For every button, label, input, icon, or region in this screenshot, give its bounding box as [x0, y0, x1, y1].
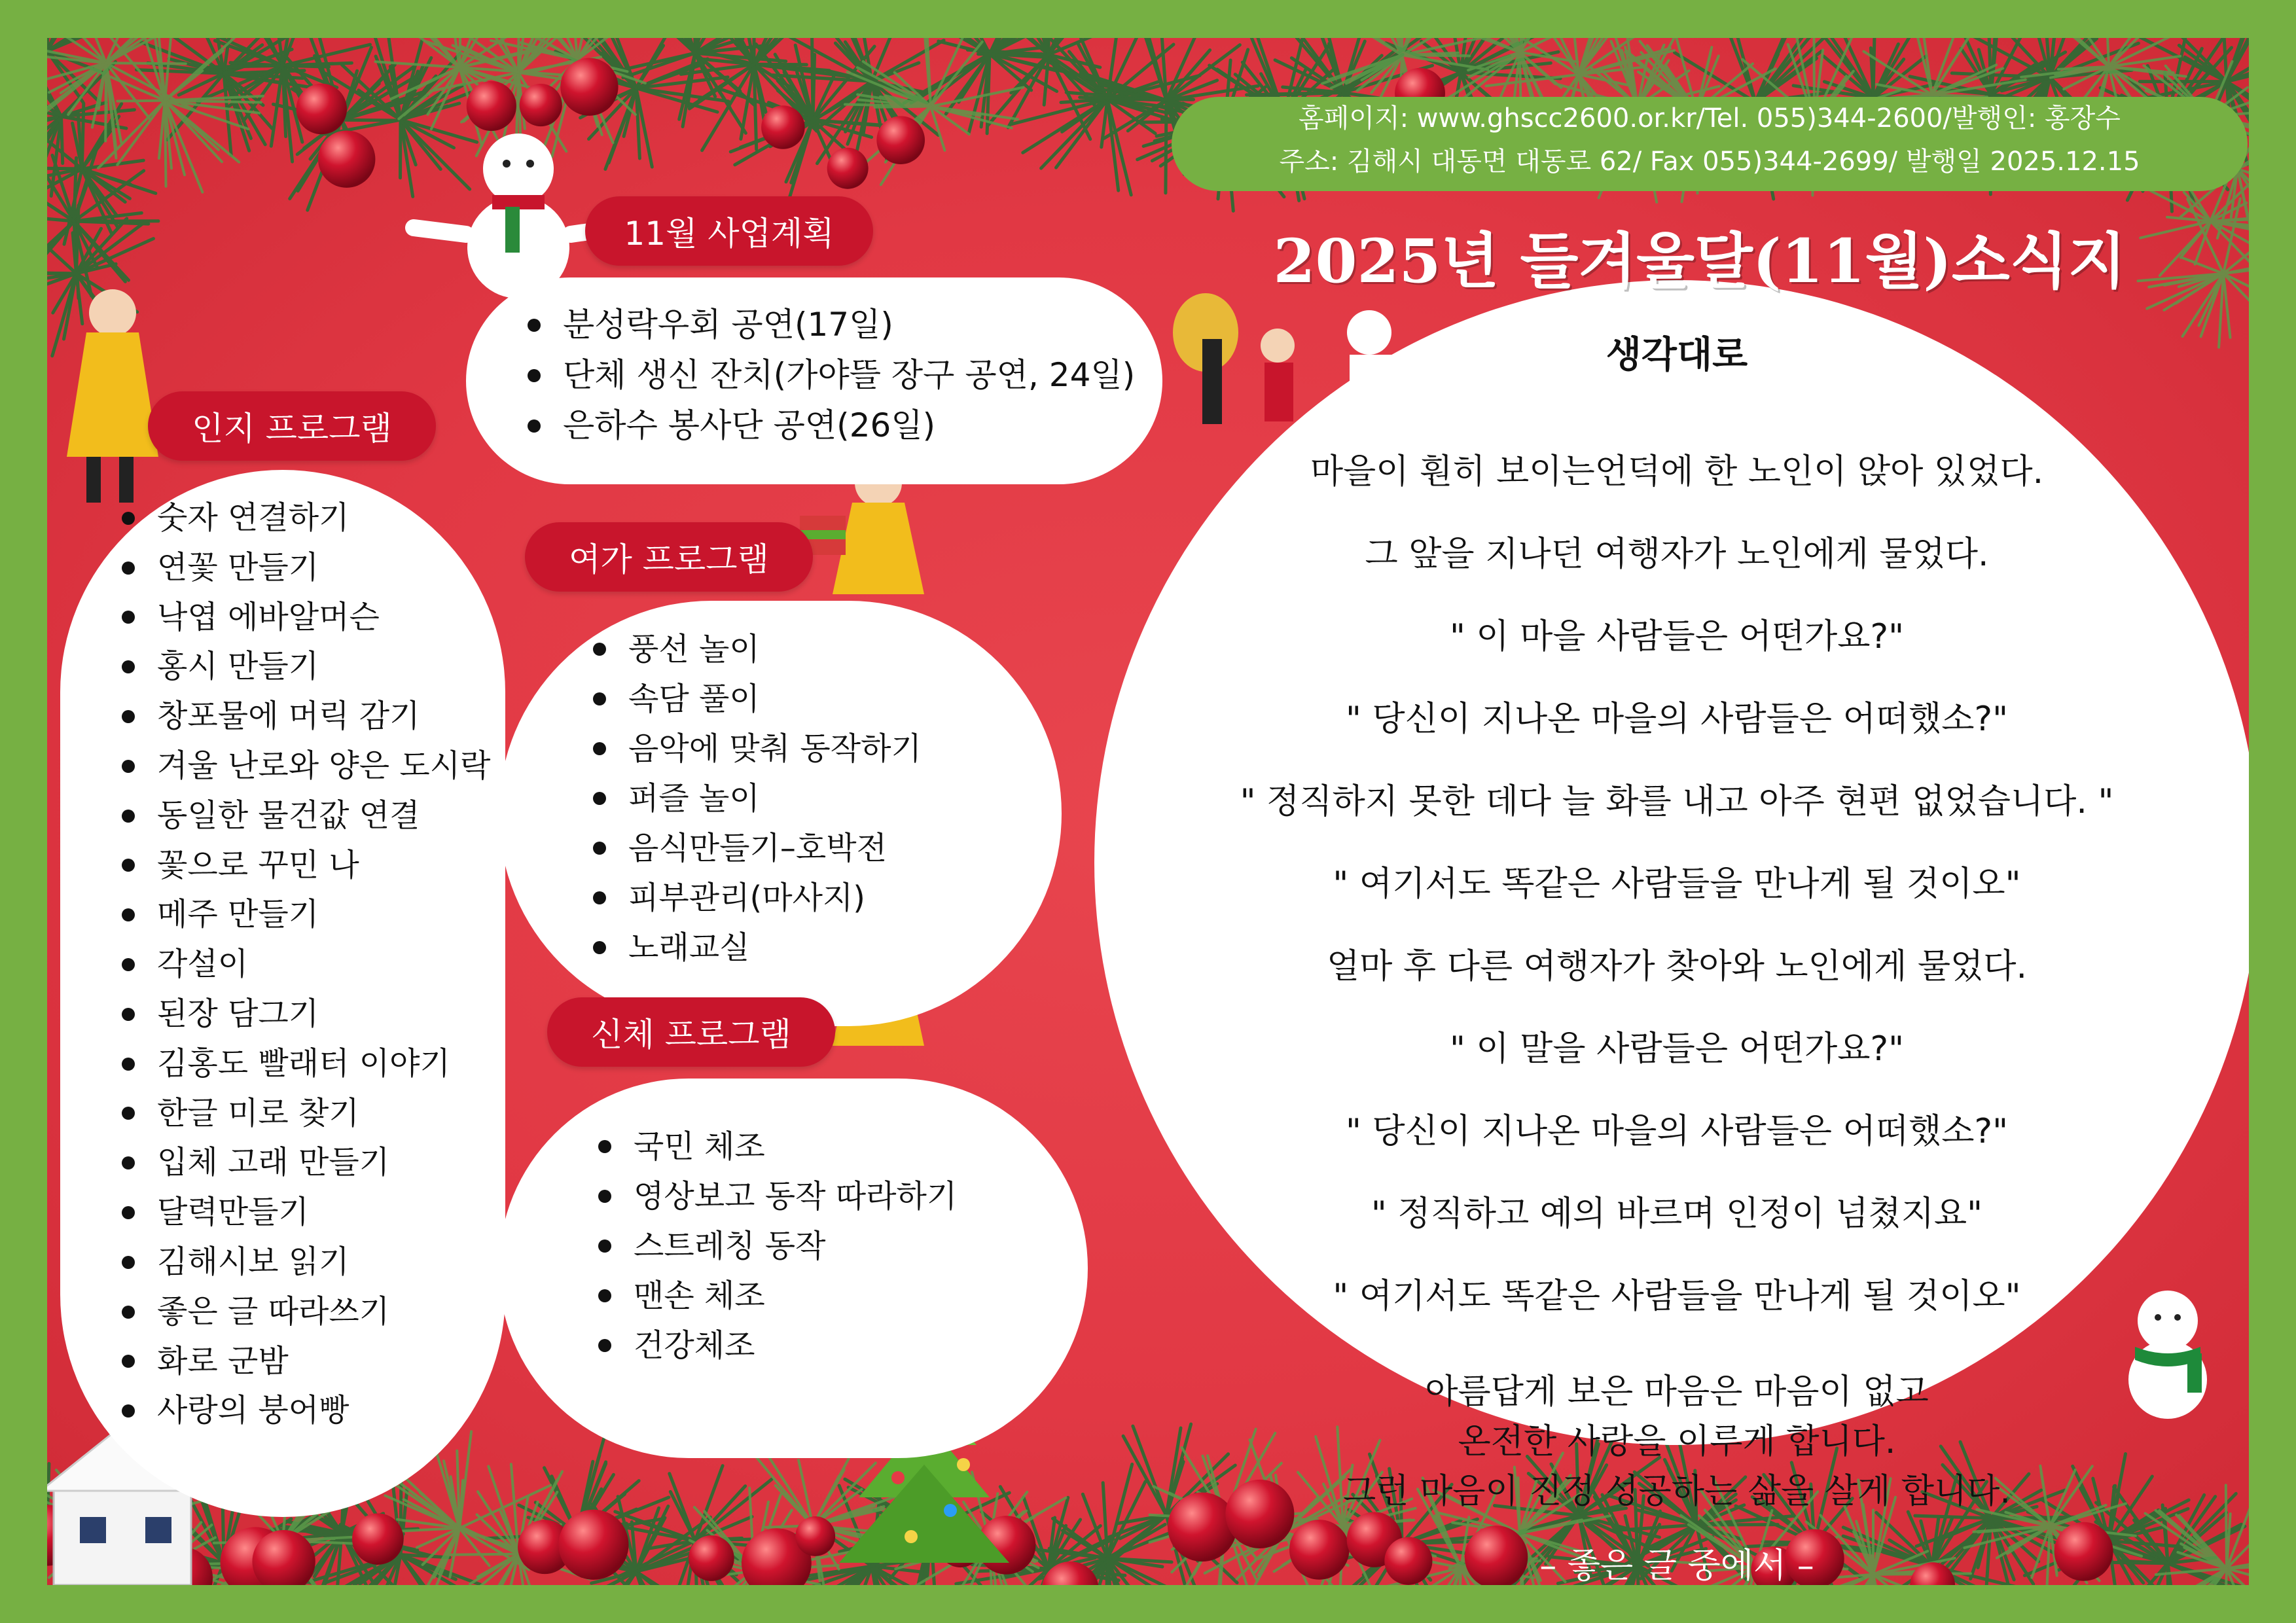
list-item: 음악에 맞춰 동작하기 [590, 724, 922, 774]
list-item: 겨울 난로와 양은 도시락 [119, 741, 490, 791]
list-item: 낙엽 에바알머슨 [119, 593, 490, 643]
story-line: " 여기서도 똑같은 사람들을 만나게 될 것이오" [1333, 865, 2021, 904]
list-item: 화로 군밤 [119, 1337, 490, 1387]
list-item: 된장 담그기 [119, 990, 490, 1039]
list-item: 사랑의 붕어빵 [119, 1386, 490, 1436]
list-item: 스트레칭 동작 [596, 1221, 957, 1271]
list-item: 노래교실 [590, 923, 922, 972]
list-item: 달력만들기 [119, 1188, 490, 1238]
plan-label: 11월 사업계획 [585, 196, 873, 266]
physical-label: 신체 프로그램 [547, 997, 835, 1067]
newsletter-canvas [47, 38, 2249, 1585]
list-item: 퍼즐 놀이 [590, 774, 922, 823]
list-item: 한글 미로 찾기 [119, 1089, 490, 1139]
story-line: " 정직하지 못한 데다 늘 화를 내고 아주 현편 없었습니다. " [1240, 782, 2114, 821]
list-item: 속담 풀이 [590, 674, 922, 724]
list-item: 분성락우회 공연(17일) [525, 300, 1135, 350]
list-item: 동일한 물건값 연결 [119, 791, 490, 841]
snowman-icon [414, 134, 617, 298]
story-line: " 정직하고 예의 바르며 인정이 넘쳤지요" [1371, 1194, 1983, 1234]
publisher-info-line1: 홈페이지: www.ghscc2600.or.kr/Tel. 055)344-2600/발행인: 홍장수 [1299, 103, 2121, 134]
holly-berry-icon [795, 1516, 835, 1556]
list-item: 좋은 글 따라쓰기 [119, 1287, 490, 1337]
list-item: 각설이 [119, 940, 490, 990]
story-source: – 좋은 글 중에서 – [1539, 1546, 1814, 1585]
story-section [1107, 326, 2246, 1585]
list-item: 김해시보 읽기 [119, 1238, 490, 1287]
holly-berry-icon [352, 1513, 404, 1565]
story-line: 마을이 훤히 보이는언덕에 한 노인이 앉아 있었다. [1310, 452, 2044, 491]
publisher-info [1172, 97, 2248, 191]
list-item: 입체 고래 만들기 [119, 1138, 490, 1188]
newsletter-title: 2025년 들겨울달(11월)소식지 [1273, 226, 2126, 296]
holly-berry-icon [296, 84, 347, 134]
list-item: 영상보고 동작 따라하기 [596, 1171, 957, 1221]
holly-berry-icon [560, 58, 618, 116]
leisure-list [590, 624, 922, 972]
list-item: 숫자 연결하기 [119, 493, 490, 543]
leisure-label: 여가 프로그램 [525, 522, 813, 592]
holly-berry-icon [761, 105, 805, 149]
story-line: 그 앞을 지나던 여행자가 노인에게 물었다. [1365, 535, 1989, 574]
list-item: 창포물에 머릭 감기 [119, 692, 490, 741]
plan-list [525, 300, 1135, 451]
story-line: " 당신이 지나온 마을의 사람들은 어떠했소?" [1345, 700, 2009, 739]
holly-berry-icon [558, 1510, 628, 1580]
story-closing-line: 그런 마음이 진정 성공하는 삶을 살게 합니다. [1343, 1472, 2011, 1511]
cognitive-list [119, 493, 490, 1436]
story-line: " 당신이 지나온 마을의 사람들은 어떠했소?" [1345, 1112, 2009, 1151]
physical-list [596, 1122, 957, 1370]
publisher-info-line2: 주소: 김해시 대동면 대동로 62/ Fax 055)344-2699/ 발행일 2025.12.15 [1279, 147, 2140, 177]
list-item: 연꽃 만들기 [119, 543, 490, 593]
story-closing-line: 온전한 사랑을 이루게 합니다. [1458, 1422, 1896, 1461]
list-item: 메주 만들기 [119, 890, 490, 940]
list-item: 홍시 만들기 [119, 642, 490, 692]
story-heading: 생각대로 [1605, 334, 1748, 376]
story-closing-line: 아름답게 보은 마음은 마음이 없고 [1425, 1372, 1929, 1412]
cognitive-label: 인지 프로그램 [148, 391, 436, 461]
list-item: 은하수 봉사단 공연(26일) [525, 401, 1135, 451]
list-item: 국민 체조 [596, 1122, 957, 1171]
holly-berry-icon [520, 84, 562, 126]
story-line: 얼마 후 다른 여행자가 찾아와 노인에게 물었다. [1326, 947, 2028, 986]
holly-berry-icon [876, 116, 925, 164]
holly-berry-icon [827, 148, 869, 189]
story-line: " 이 말을 사람들은 어떤가요?" [1449, 1029, 1905, 1069]
list-item: 피부관리(마사지) [590, 873, 922, 923]
list-item: 풍선 놀이 [590, 624, 922, 674]
story-line: " 여기서도 똑같은 사람들을 만나게 될 것이오" [1333, 1277, 2021, 1316]
story-line: " 이 마을 사람들은 어떤가요?" [1449, 617, 1905, 656]
list-item: 단체 생신 잔치(가야뜰 장구 공연, 24일) [525, 350, 1135, 401]
list-item: 꽃으로 꾸민 나 [119, 841, 490, 891]
list-item: 맨손 체조 [596, 1271, 957, 1321]
list-item: 김홍도 빨래터 이야기 [119, 1039, 490, 1089]
list-item: 건강체조 [596, 1321, 957, 1370]
holly-berry-icon [467, 81, 516, 131]
holly-berry-icon [318, 130, 375, 187]
list-item: 음식만들기–호박전 [590, 823, 922, 873]
holly-berry-icon [689, 1535, 734, 1581]
